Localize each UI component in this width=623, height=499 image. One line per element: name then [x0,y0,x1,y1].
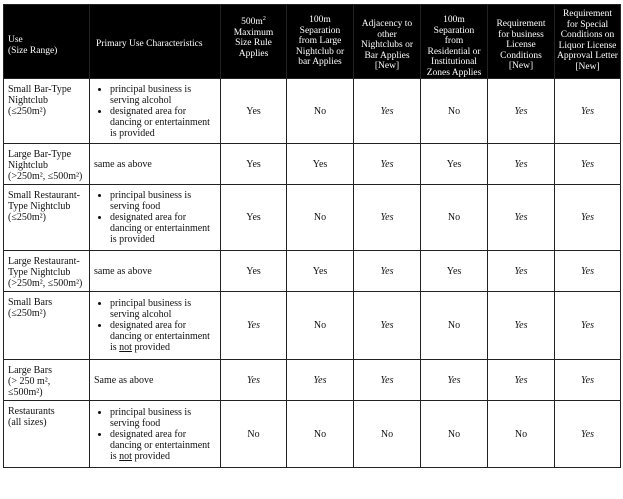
header-line: bar Applies [298,57,342,67]
header-line: Conditions on [560,30,615,40]
characteristic-item: • principal business is serving alcohol [110,84,216,106]
value-cell: Yes [421,360,488,401]
use-cell [4,185,90,251]
primary-use-cell [90,144,221,185]
value-cell: No [421,292,488,360]
use-line: (≤250m²) [8,212,46,223]
value-cell: Yes [555,144,621,185]
same-as-above-text: same as above [94,265,152,277]
characteristic-item: • designated area for dancing or entertainment is provided [110,212,216,245]
value-cell: Yes [555,292,621,360]
characteristic-item: • principal business is serving food [110,407,216,429]
characteristics-list [92,84,216,139]
value-cell: Yes [354,144,421,185]
value-cell: No [488,401,555,468]
header-line: Bar Applies [364,50,410,61]
use-line: Restaurants [8,406,55,417]
table-row [4,251,621,292]
header-col-adjacency [354,5,421,79]
value-cell: No [287,292,354,360]
header-line: 100m [309,15,331,25]
value-cell: Yes [488,251,555,292]
header-line: Applies [238,48,269,59]
value-cell: Yes [354,251,421,292]
characteristic-item: • principal business is serving alcohol [110,298,216,320]
value-cell: Yes [354,185,421,251]
value-cell: Yes [287,144,354,185]
primary-use-cell [90,401,221,468]
value-cell: Yes [488,360,555,401]
value-cell: Yes [221,292,287,360]
characteristics-list [92,298,216,353]
same-as-above-text: Same as above [94,374,154,386]
header-line: Nightclub or [295,46,345,57]
header-col-liquor-license [555,5,621,79]
header-line: License [506,40,536,50]
header-line: for business [498,29,544,40]
use-line: (≤250m²) [8,106,46,117]
same-as-above-text: same as above [94,158,152,170]
header-line: Maximum [233,27,274,38]
use-cell [4,360,90,401]
value-cell: Yes [488,79,555,144]
value-cell: No [421,185,488,251]
document-page [3,4,620,490]
characteristics-list [92,190,216,245]
header-line: [New] [508,61,534,71]
value-cell: No [287,79,354,144]
use-line: Large Restaurant- [8,256,80,267]
value-cell: Yes [421,144,488,185]
value-cell: No [221,401,287,468]
header-line: from Large [298,36,342,46]
use-line: Small Bar-Type [8,84,72,95]
header-col-separation-residential [421,5,488,79]
header-line: 100m [443,15,465,25]
value-cell: Yes [221,251,287,292]
header-line: Separation [299,25,341,36]
value-cell: Yes [221,185,287,251]
header-use [4,5,90,79]
header-line: Size Rule [235,38,272,48]
value-cell: Yes [555,185,621,251]
value-cell: Yes [555,79,621,144]
value-cell: No [421,401,488,468]
use-line: Small Bars [8,297,53,308]
header-line: Requirement [496,19,546,29]
value-cell: Yes [287,360,354,401]
value-cell: Yes [555,360,621,401]
primary-use-cell [90,251,221,292]
value-cell: Yes [354,360,421,401]
characteristic-item: • designated area for dancing or entertainment is not provided [110,429,216,462]
use-line: (all sizes) [8,417,47,428]
header-line: Nightclubs or [361,40,413,50]
use-line: Type Nightclub [8,267,71,278]
use-line: (> 250 m², ≤500m²) [8,376,51,398]
header-line: $500m^2$ [241,15,266,27]
use-line: Nightclub [8,160,48,171]
use-line: Large Bar-Type [8,149,72,160]
emphasis-not: not [119,342,132,353]
header-line: Liquor License [558,40,617,51]
header-line: Separation [433,25,475,36]
use-line: (>250m², ≤500m²) [8,171,83,182]
table-row [4,360,621,401]
characteristic-item: • designated area for dancing or entertainment is not provided [110,320,216,353]
header-use-line: Use [8,35,23,45]
header-line: Residential or [427,46,481,57]
value-cell: Yes [221,144,287,185]
emphasis-not: not [119,450,132,462]
use-line: Nightclub [8,95,48,106]
use-line: (>250m², ≤500m²) [8,278,83,289]
header-primary-use: Primary Use Characteristics [90,5,221,79]
header-line: Institutional [431,57,477,67]
value-cell: Yes [354,79,421,144]
value-cell: Yes [488,185,555,251]
header-line: Requirement [562,9,613,19]
use-cell [4,144,90,185]
characteristic-item: • principal business is serving food [110,190,216,212]
header-line: Approval Letter [557,51,618,61]
value-cell: Yes [555,251,621,292]
use-cell [4,79,90,144]
header-line: [New] [374,61,400,71]
value-cell: No [421,79,488,144]
value-cell: No [287,185,354,251]
use-line: (≤250m²) [8,308,46,319]
header-col-business-license [488,5,555,79]
value-cell: Yes [488,144,555,185]
value-cell: Yes [221,360,287,401]
value-cell: Yes [555,401,621,468]
use-cell [4,251,90,292]
table-row [4,185,621,251]
use-cell [4,401,90,468]
value-cell: Yes [221,79,287,144]
table-row [4,79,621,144]
header-col-separation-nightclub [287,5,354,79]
use-line: Type Nightclub [8,201,71,212]
header-line: for Special [566,19,609,30]
zoning-rules-table [3,4,621,468]
characteristics-list [92,407,216,462]
use-line: Small Restaurant- [8,190,80,201]
table-row [4,292,621,360]
value-cell: Yes [287,251,354,292]
table-header-row [4,5,621,79]
value-cell: No [354,401,421,468]
primary-use-cell [90,79,221,144]
header-line: Adjacency to [361,19,413,29]
header-line: Zones Applies [426,67,482,78]
primary-use-cell [90,360,221,401]
header-use-line: (Size Range) [8,45,58,56]
value-cell: Yes [488,292,555,360]
characteristic-item: • designated area for dancing or entertainment is provided [110,106,216,139]
header-line: [New] [575,61,600,72]
header-col-500m-rule [221,5,287,79]
header-line: Conditions [500,50,542,61]
header-line: from [444,36,464,46]
value-cell: Yes [354,292,421,360]
use-line: Large Bars [8,365,52,376]
primary-use-cell [90,292,221,360]
primary-use-cell [90,185,221,251]
table-row [4,401,621,468]
table-row [4,144,621,185]
value-cell: No [287,401,354,468]
header-line: other [377,29,397,40]
value-cell: Yes [421,251,488,292]
use-cell [4,292,90,360]
